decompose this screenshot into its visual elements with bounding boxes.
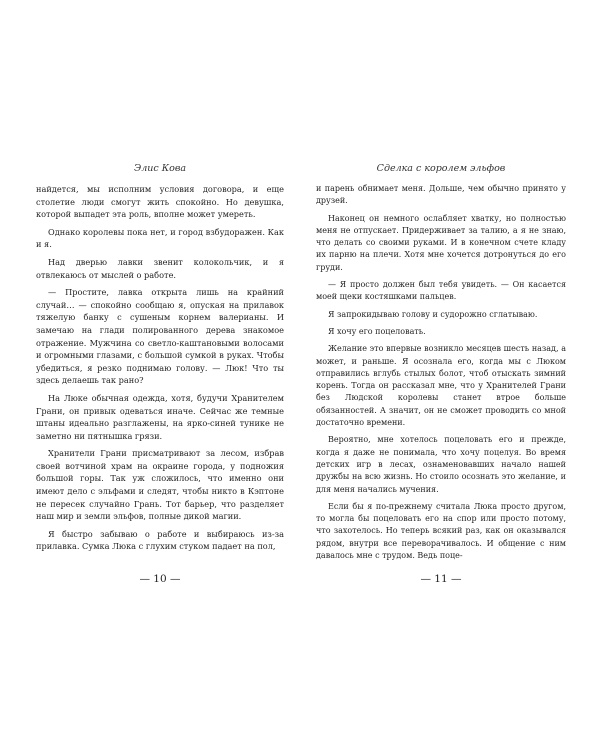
right-running-head: Сделка с королем эльфов	[376, 163, 506, 174]
paragraph: Я быстро забываю о работе и выбираюсь из-за прилавка. Сумка Люка с глухим стуком падает на пол,	[36, 528, 284, 552]
paragraph: — Я просто должен был тебя увидеть. — Он касается моей щеки костяшками пальцев.	[316, 280, 566, 302]
paragraph: — Простите, лавка открыта лишь на крайний случай… — спокойно сообщаю я, опуская на прилавок тяжелую банку с сушеным корнем валерианы. И замечаю на глади полированного дерева знакомое отражение. Мужчина со светло-каштановыми волосами и огромными глазами, с большой сумкой в руках. Чтобы убедиться, я резко поднимаю голову. — Люк! Что ты здесь делаешь так рано?	[36, 287, 284, 386]
paragraph: и парень обнимает меня. Дольше, чем обычно принято у друзей.	[316, 184, 566, 206]
paragraph: Я хочу его поцеловать.	[328, 326, 426, 336]
left-page-text	[36, 183, 284, 558]
paragraph: Над дверью лавки звенит колокольчик, и я отвлекаюсь от мыслей о работе.	[36, 256, 284, 280]
paragraph: Вероятно, мне хотелось поцеловать его и прежде, когда я даже не понимала, что хочу поцелуя. Во время детских игр в лесах, ознаменовавших начало нашей дружбы на всю жизнь. Но стоило осознать это желание, и для меня начались мучения.	[316, 435, 566, 494]
paragraph: Желание это впервые возникло месяцев шесть назад, а может, и раньше. Я осознала его, когда мы с Люком отправились вглубь стылых болот, чтоб отыскать зимний корень. Тогда он рассказал мне, что у Хранителей Грани без Людской королевы станет втрое больше обязанностей. А значит, он не сможет проводить со мной достаточно времени.	[316, 344, 566, 428]
left-running-head: Элис Кова	[133, 163, 187, 174]
right-page-text	[316, 183, 566, 567]
paragraph: Я запрокидываю голову и судорожно сглатываю.	[328, 309, 538, 319]
paragraph: Наконец он немного ослабляет хватку, но полностью меня не отпускает. Придерживает за талию, а я не знаю, что делать со своими руками. И в конечном счете кладу их парню на плечи. Хотя мне хочется дотронуться до его груди.	[316, 213, 566, 272]
left-page-number: — 10 —	[139, 573, 181, 585]
right-page-number: — 11 —	[420, 573, 462, 585]
right-page	[300, 0, 600, 750]
paragraph: На Люке обычная одежда, хотя, будучи Хранителем Грани, он привык одеваться иначе. Сейчас же темные штаны идеально разглажены, на ярко-синей тунике не заметно ни пятнышка грязи.	[36, 392, 284, 441]
paragraph: Однако королевы пока нет, и город взбудоражен. Как и я.	[36, 226, 284, 250]
paragraph: найдется, мы исполним условия договора, и еще столетие люди смогут жить спокойно. Но девушка, которой выпадет эта роль, вполне может умереть.	[36, 184, 284, 220]
paragraph: Если бы я по-прежнему считала Люка просто другом, то могла бы поцеловать его на спор или просто потому, что захотелось. Но теперь всякий раз, как он оказывался рядом, внутри все переворачивалось. И общение с ним давалось мне с трудом. Ведь поце-	[316, 501, 566, 561]
paragraph: Хранители Грани присматривают за лесом, избрав своей вотчиной храм на окраине города, у подножия большой горы. Так уж сложилось, что именно они имеют дело с эльфами и следят, чтобы никто в Кэптоне не пересек случайно Грань. Тот барьер, что разделяет наш мир и земли эльфов, полные дикой магии.	[36, 448, 284, 522]
